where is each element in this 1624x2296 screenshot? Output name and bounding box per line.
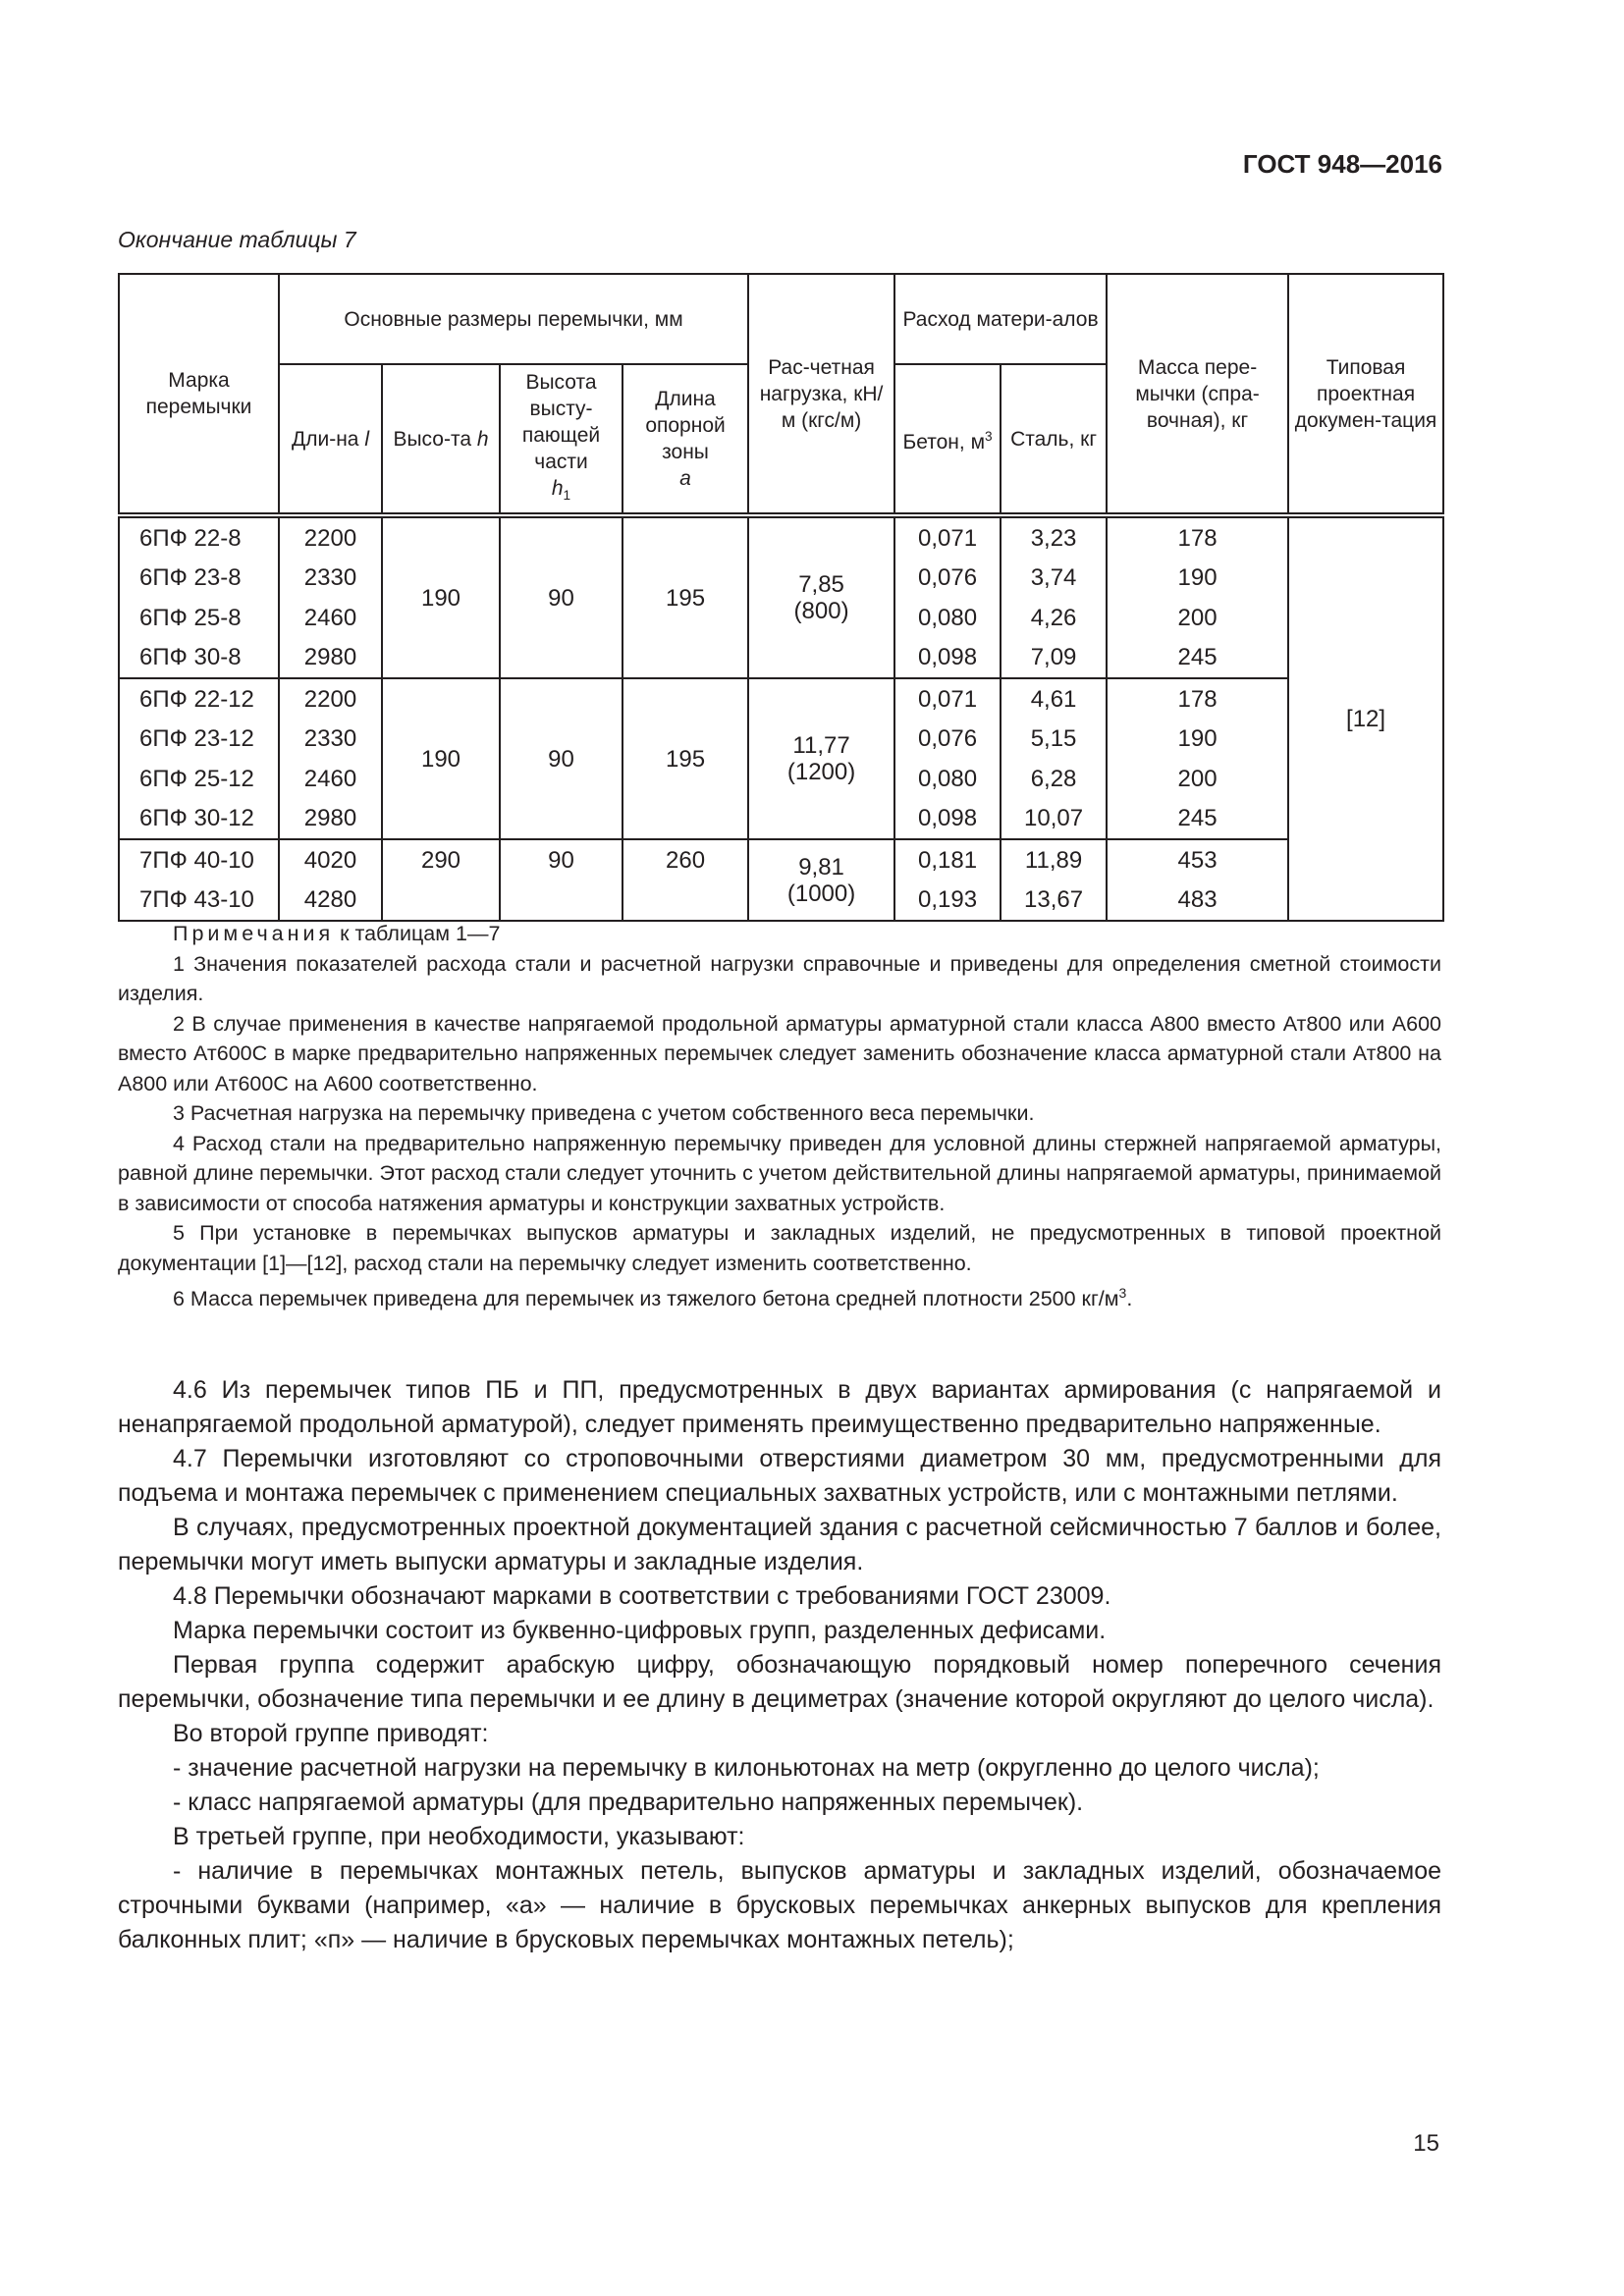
cell-steel: 7,09 (1001, 638, 1107, 679)
length-symbol: l (364, 427, 369, 451)
cell-length: 4020 (279, 839, 382, 881)
projection-symbol: h (551, 476, 564, 500)
cell-support-length: 195 (623, 515, 748, 678)
header-height-label: Высо-та (393, 427, 477, 451)
cell-height: 190 (382, 678, 500, 839)
load-value: 9,81 (798, 853, 844, 881)
paragraph: 4.6 Из перемычек типов ПБ и ПП, предусмотренных в двух вариантах армирования (с напрягаемой и ненапрягаемой продольной арматурой), следует применять преимущественно предварительно напряженные. (118, 1376, 1441, 1438)
paragraph: В случаях, предусмотренных проектной документацией здания с расчетной сейсмичностью 7 баллов и более, перемычки могут иметь выпуски арматуры и закладные изделия. (118, 1514, 1441, 1575)
header-mark: Марка перемычки (119, 274, 279, 515)
cell-mass: 200 (1107, 598, 1288, 638)
header-materials: Расход матери-алов (894, 274, 1107, 364)
cell-mark: 6ПФ 22-8 (119, 515, 279, 559)
header-doc: Типовая проектная докумен-тация (1288, 274, 1443, 515)
support-symbol: a (679, 467, 691, 490)
note-item: 4 Расход стали на предварительно напряженную перемычку приведен для условной длины стержней напрягаемой арматуры, равной длине перемычки. Этот расход стали следует уточнить с учетом действительной длины напрягаемой арматуры, принимаемой в зависимости от способа натяжения арматуры и конструкции захватных устройств. (118, 1131, 1441, 1215)
cell-steel: 4,61 (1001, 678, 1107, 720)
note-item: 3 Расчетная нагрузка на перемычку приведена с учетом собственного веса перемычки. (173, 1101, 1035, 1125)
cell-mark: 7ПФ 40-10 (119, 839, 279, 881)
header-length-label: Дли-на (292, 427, 365, 451)
cell-support-length: 260 (623, 839, 748, 921)
note-6-end: . (1126, 1287, 1133, 1311)
header-steel: Сталь, кг (1001, 364, 1107, 515)
header-support-label: Длина опорной зоны (645, 388, 726, 463)
note-6-sup: 3 (1118, 1285, 1127, 1301)
table-header (119, 274, 1443, 515)
cell-doc-ref: [12] (1288, 515, 1443, 921)
paragraph: Марка перемычки состоит из буквенно-цифровых групп, разделенных дефисами. (173, 1617, 1107, 1644)
cell-mark: 7ПФ 43-10 (119, 881, 279, 922)
cell-load (748, 839, 894, 921)
load-value: (800) (793, 598, 849, 624)
cell-projection: 90 (500, 839, 623, 921)
note-item: 5 При установке в перемычках выпусков арматуры и закладных изделий, не предусмотренных в типовой проектной документации [1]—[12], расход стали на перемычку следует изменить соответственно. (118, 1221, 1441, 1275)
table-caption: Окончание таблицы 7 (118, 227, 356, 252)
note-6-text: 6 Масса перемычек приведена для перемычек из тяжелого бетона средней плотности 2500 кг/м (173, 1287, 1119, 1311)
header-concrete (894, 364, 1001, 515)
note-item: 2 В случае применения в качестве напрягаемой продольной арматуры арматурной стали класса А800 вместо Ат800 или А600 вместо Ат600С в марке предварительно напряженных перемычек следует заменить обозначение класса арматурной стали Ат800 на А800 или Ат600С на А600 соответственно. (118, 1011, 1441, 1095)
table-row (119, 678, 1443, 720)
cell-mark: 6ПФ 23-8 (119, 559, 279, 599)
cell-length: 2460 (279, 759, 382, 799)
cell-mass: 200 (1107, 759, 1288, 799)
header-length (279, 364, 382, 515)
cell-concrete: 0,071 (894, 515, 1001, 559)
paragraph: - наличие в перемычках монтажных петель, выпусков арматуры и закладных изделий, обозначаемое строчными буквами (например, «а» — наличие в брусковых перемычках анкерных выпусков для крепления балконных плит; «п» — наличие в брусковых перемычках монтажных петель); (118, 1857, 1441, 1953)
projection-subscript: 1 (563, 488, 571, 504)
cell-concrete: 0,080 (894, 759, 1001, 799)
cell-support-length: 195 (623, 678, 748, 839)
cell-mark: 6ПФ 25-12 (119, 759, 279, 799)
cell-length: 2200 (279, 515, 382, 559)
header-height (382, 364, 500, 515)
cell-length: 2460 (279, 598, 382, 638)
cell-length: 4280 (279, 881, 382, 922)
paragraph: Первая группа содержит арабскую цифру, обозначающую порядковый номер поперечного сечения перемычки, обозначение типа перемычки и ее длину в дециметрах (значение которой округляют до целого числа). (118, 1651, 1441, 1713)
cell-mark: 6ПФ 22-12 (119, 678, 279, 720)
load-value: 7,85 (798, 571, 844, 598)
height-symbol: h (476, 427, 489, 451)
cell-length: 2330 (279, 720, 382, 760)
cell-mass: 453 (1107, 839, 1288, 881)
cell-mass: 178 (1107, 678, 1288, 720)
note-item: 1 Значения показателей расхода стали и расчетной нагрузки справочные и приведены для определения сметной стоимости изделия. (118, 951, 1441, 1005)
cell-load (748, 678, 894, 839)
cell-steel: 4,26 (1001, 598, 1107, 638)
cell-mass: 245 (1107, 638, 1288, 679)
cell-mark: 6ПФ 30-8 (119, 638, 279, 679)
cell-length: 2330 (279, 559, 382, 599)
cell-steel: 10,07 (1001, 799, 1107, 840)
notes-title-rest: к таблицам 1—7 (334, 922, 501, 945)
cell-steel: 5,15 (1001, 720, 1107, 760)
header-mass: Масса пере-мычки (спра-вочная), кг (1107, 274, 1288, 515)
header-concrete-label: Бетон, м (902, 430, 986, 454)
cell-concrete: 0,071 (894, 678, 1001, 720)
header-projection (500, 364, 623, 515)
cell-concrete: 0,098 (894, 799, 1001, 840)
cell-concrete: 0,076 (894, 559, 1001, 599)
cell-height: 290 (382, 839, 500, 921)
header-load: Рас-четная нагрузка, кН/м (кгс/м) (748, 274, 894, 515)
table-row (119, 839, 1443, 881)
table-row (119, 515, 1443, 559)
concrete-superscript: 3 (985, 428, 993, 444)
cell-mass: 483 (1107, 881, 1288, 922)
cell-steel: 6,28 (1001, 759, 1107, 799)
notes-title: Примечания (173, 922, 335, 945)
document-id-header: ГОСТ 948—2016 (1242, 149, 1442, 179)
cell-load (748, 515, 894, 678)
table-body (119, 515, 1443, 921)
notes-block (118, 919, 1441, 1314)
note-item (118, 1278, 1441, 1314)
cell-mass: 190 (1107, 720, 1288, 760)
cell-concrete: 0,080 (894, 598, 1001, 638)
cell-concrete: 0,098 (894, 638, 1001, 679)
cell-mass: 178 (1107, 515, 1288, 559)
paragraph: 4.8 Перемычки обозначают марками в соответствии с требованиями ГОСТ 23009. (173, 1582, 1111, 1610)
cell-concrete: 0,181 (894, 839, 1001, 881)
cell-mass: 190 (1107, 559, 1288, 599)
cell-length: 2980 (279, 799, 382, 840)
load-value: (1000) (786, 880, 856, 907)
page-number: 15 (1413, 2130, 1439, 2157)
paragraph: Во второй группе приводят: (173, 1720, 489, 1747)
lintel-table (118, 273, 1444, 922)
cell-mark: 6ПФ 30-12 (119, 799, 279, 840)
cell-steel: 11,89 (1001, 839, 1107, 881)
paragraph: - значение расчетной нагрузки на перемычку в килоньютонах на метр (округленно до целого числа); (173, 1754, 1320, 1782)
load-value: (1200) (786, 759, 856, 785)
paragraph: - класс напрягаемой арматуры (для предварительно напряженных перемычек). (173, 1789, 1084, 1816)
cell-steel: 3,23 (1001, 515, 1107, 559)
header-dimensions: Основные размеры перемычки, мм (279, 274, 748, 364)
cell-steel: 3,74 (1001, 559, 1107, 599)
header-projection-label: Высота высту-пающей части (521, 370, 601, 473)
cell-mass: 245 (1107, 799, 1288, 840)
cell-mark: 6ПФ 23-12 (119, 720, 279, 760)
paragraph: 4.7 Перемычки изготовляют со строповочными отверстиями диаметром 30 мм, предусмотренными для подъема и монтажа перемычек с применением специальных захватных устройств, или с монтажными петлями. (118, 1445, 1441, 1507)
cell-projection: 90 (500, 678, 623, 839)
cell-projection: 90 (500, 515, 623, 678)
cell-length: 2200 (279, 678, 382, 720)
load-value: 11,77 (792, 732, 850, 759)
cell-length: 2980 (279, 638, 382, 679)
paragraph: В третьей группе, при необходимости, указывают: (173, 1823, 745, 1850)
cell-concrete: 0,076 (894, 720, 1001, 760)
cell-concrete: 0,193 (894, 881, 1001, 922)
body-text (118, 1373, 1441, 1957)
header-support (623, 364, 748, 515)
cell-height: 190 (382, 515, 500, 678)
cell-mark: 6ПФ 25-8 (119, 598, 279, 638)
cell-steel: 13,67 (1001, 881, 1107, 922)
